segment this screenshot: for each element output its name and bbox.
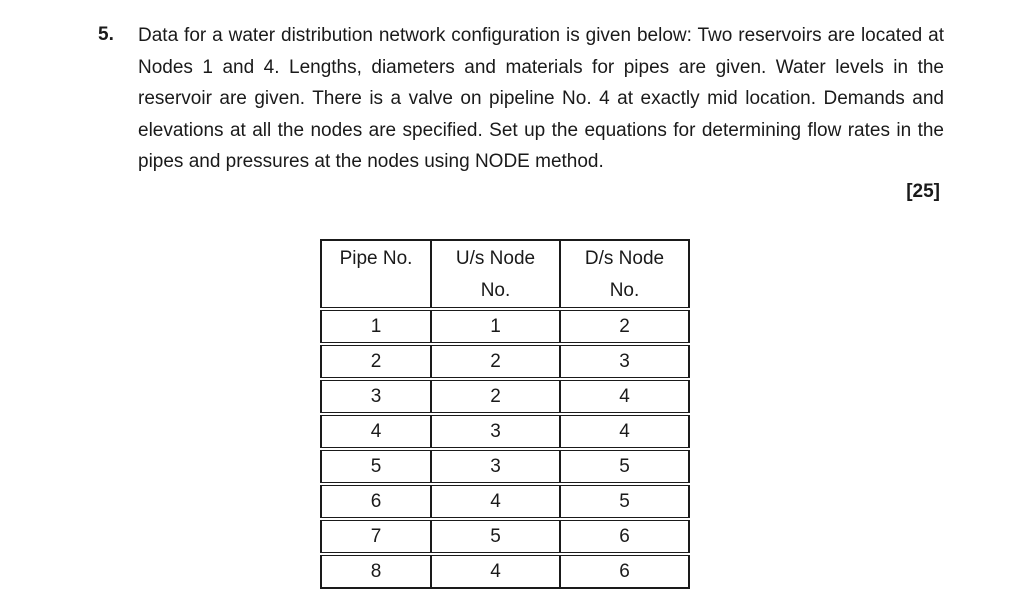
cell-pipe: 7 bbox=[321, 519, 431, 554]
cell-us-node: 3 bbox=[431, 414, 560, 449]
cell-ds-node: 2 bbox=[560, 309, 689, 344]
cell-ds-node: 6 bbox=[560, 519, 689, 554]
question-marks: [25] bbox=[906, 181, 940, 202]
table-row bbox=[321, 344, 689, 379]
table-row bbox=[321, 309, 689, 344]
header-us-node-line2: No. bbox=[480, 280, 511, 301]
cell-us-node: 5 bbox=[431, 519, 560, 554]
cell-pipe: 1 bbox=[321, 309, 431, 344]
header-ds-node-line2: No. bbox=[609, 280, 640, 301]
cell-us-node: 1 bbox=[431, 309, 560, 344]
question-number: 5. bbox=[98, 24, 114, 45]
cell-ds-node: 5 bbox=[560, 449, 689, 484]
question-text: Data for a water distribution network configuration is given below: Two reservoirs are located at Nodes 1 and 4. Lengths, diameters and materials for pipes are given. Water levels in the reservoir are given. There is a valve on pipeline No. 4 at exactly mid location. Demands and elevations at all the nodes are specified. Set up the equations for determining flow rates in the pipes and pressures at the nodes using NODE method. bbox=[138, 25, 944, 172]
cell-pipe: 6 bbox=[321, 484, 431, 519]
table-row bbox=[321, 484, 689, 519]
cell-us-node: 2 bbox=[431, 379, 560, 414]
cell-us-node: 4 bbox=[431, 484, 560, 519]
header-pipe-no-label: Pipe No. bbox=[339, 248, 413, 269]
cell-ds-node: 5 bbox=[560, 484, 689, 519]
header-ds-node bbox=[560, 240, 689, 309]
pipe-node-table bbox=[320, 239, 690, 589]
cell-pipe: 5 bbox=[321, 449, 431, 484]
cell-us-node: 2 bbox=[431, 344, 560, 379]
header-pipe-no bbox=[321, 240, 431, 309]
cell-us-node: 3 bbox=[431, 449, 560, 484]
cell-ds-node: 3 bbox=[560, 344, 689, 379]
header-us-node bbox=[431, 240, 560, 309]
table-row bbox=[321, 554, 689, 588]
header-us-node-line1: U/s Node bbox=[455, 248, 536, 269]
cell-pipe: 3 bbox=[321, 379, 431, 414]
cell-us-node: 4 bbox=[431, 554, 560, 588]
cell-ds-node: 4 bbox=[560, 379, 689, 414]
table-row bbox=[321, 379, 689, 414]
cell-ds-node: 6 bbox=[560, 554, 689, 588]
table-row bbox=[321, 519, 689, 554]
cell-ds-node: 4 bbox=[560, 414, 689, 449]
table-row bbox=[321, 414, 689, 449]
table-row bbox=[321, 449, 689, 484]
cell-pipe: 4 bbox=[321, 414, 431, 449]
cell-pipe: 8 bbox=[321, 554, 431, 588]
header-ds-node-line1: D/s Node bbox=[584, 248, 665, 269]
cell-pipe: 2 bbox=[321, 344, 431, 379]
table-header-row bbox=[321, 240, 689, 309]
